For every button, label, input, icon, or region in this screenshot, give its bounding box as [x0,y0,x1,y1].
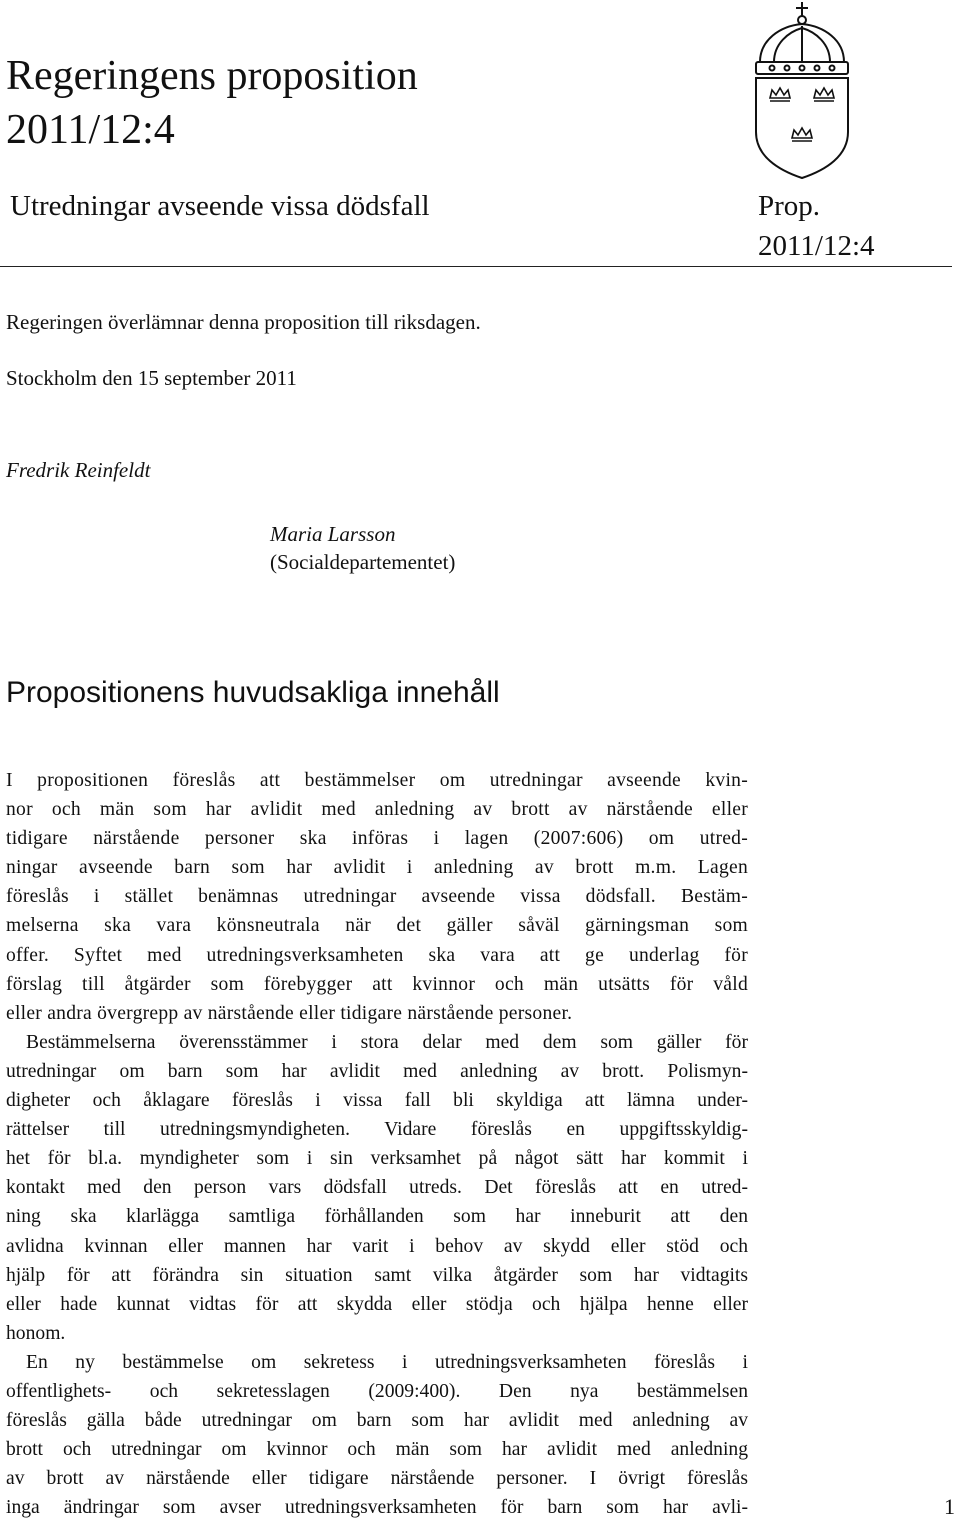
body-line: Bestämmelserna överensstämmer i stora delar med dem som gäller för [26,1031,748,1053]
summary-paragraph-1 [6,766,748,1028]
prime-minister-signature: Fredrik Reinfeldt [6,458,151,482]
body-line: rättelser till utredningsmyndigheten. Vidare föreslås en uppgiftsskyldig- [6,1119,748,1141]
summary-heading: Propositionens huvudsakliga innehåll [6,676,500,709]
body-line: hjälp för att förändra sin situation samt vilka åtgärder som har vidtagits [6,1264,748,1286]
body-line: melserna ska vara könsneutrala när det gäller såväl gärningsman som [6,915,748,937]
place-date: Stockholm den 15 september 2011 [6,366,297,390]
body-line: het för bl.a. myndigheter som i sin verksamhet på något sätt har kommit i [6,1148,748,1170]
body-line: honom. [6,1322,66,1344]
body-line: ningar avseende barn som har avlidit i anledning av brott m.m. Lagen [6,857,748,879]
body-line: I propositionen föreslås att bestämmelser om utredningar avseende kvin- [6,770,748,791]
header-divider [0,266,952,267]
body-line: inga ändringar som avser utredningsverksamheten för barn som har avli- [6,1497,748,1519]
page-number: 1 [944,1494,955,1519]
document-subtitle: Utredningar avseende vissa dödsfall [10,190,430,222]
body-line: tidigare närstående personer ska införas i lagen (2007:606) om utred- [6,828,748,850]
document-number: 2011/12:4 [6,107,175,153]
submission-statement: Regeringen överlämnar denna proposition till riksdagen. [6,310,481,334]
body-line: nor och män som har avlidit med anledning av brott av närstående eller [6,799,748,821]
body-line: av brott av närstående eller tidigare närstående personer. I övrigt föreslås [6,1468,748,1490]
body-line: digheter och åklagare föreslås i vissa fall bli skyldiga att lämna under- [6,1090,748,1112]
body-line: utredningar om barn som har avlidit med anledning av brott. Polismyn- [6,1060,748,1082]
body-line: ning ska klarlägga samtliga förhållanden som har inneburit att den [6,1206,748,1228]
body-line: föreslås i stället benämnas utredningar avseende vissa dödsfall. Bestäm- [6,886,748,908]
prop-number: 2011/12:4 [758,230,875,262]
body-line: eller andra övergrepp av närstående eller tidigare närstående personer. [6,1002,573,1024]
body-line: brott och utredningar om kvinnor och män som har avlidit med anledning [6,1439,748,1461]
document-title: Regeringens proposition [6,53,418,99]
summary-body [6,766,748,1522]
minister-signature: Maria Larsson [270,522,396,546]
body-line: eller hade kunnat vidtas för att skydda eller stödja och hjälpa henne eller [6,1293,748,1315]
swedish-coat-of-arms-icon [742,0,862,182]
body-line: offer. Syftet med utredningsverksamheten ska vara att ge underlag för [6,944,748,966]
body-line: kontakt med den person vars dödsfall utreds. Det föreslås att en utred- [6,1177,748,1199]
prop-label: Prop. [758,190,821,222]
body-line: föreslås gälla både utredningar om barn som har avlidit med anledning av [6,1410,748,1432]
body-line: En ny bestämmelse om sekretess i utredningsverksamheten föreslås i [26,1351,748,1373]
department: (Socialdepartementet) [270,550,456,574]
body-line: avlidna kvinnan eller mannen har varit i behov av skydd eller stöd och [6,1235,748,1257]
summary-paragraph-2 [6,1028,748,1348]
body-line: förslag till åtgärder som förebygger att kvinnor och män utsätts för våld [6,973,748,995]
body-line: offentlighets- och sekretesslagen (2009:400). Den nya bestämmelsen [6,1380,748,1402]
summary-paragraph-3 [6,1348,748,1523]
